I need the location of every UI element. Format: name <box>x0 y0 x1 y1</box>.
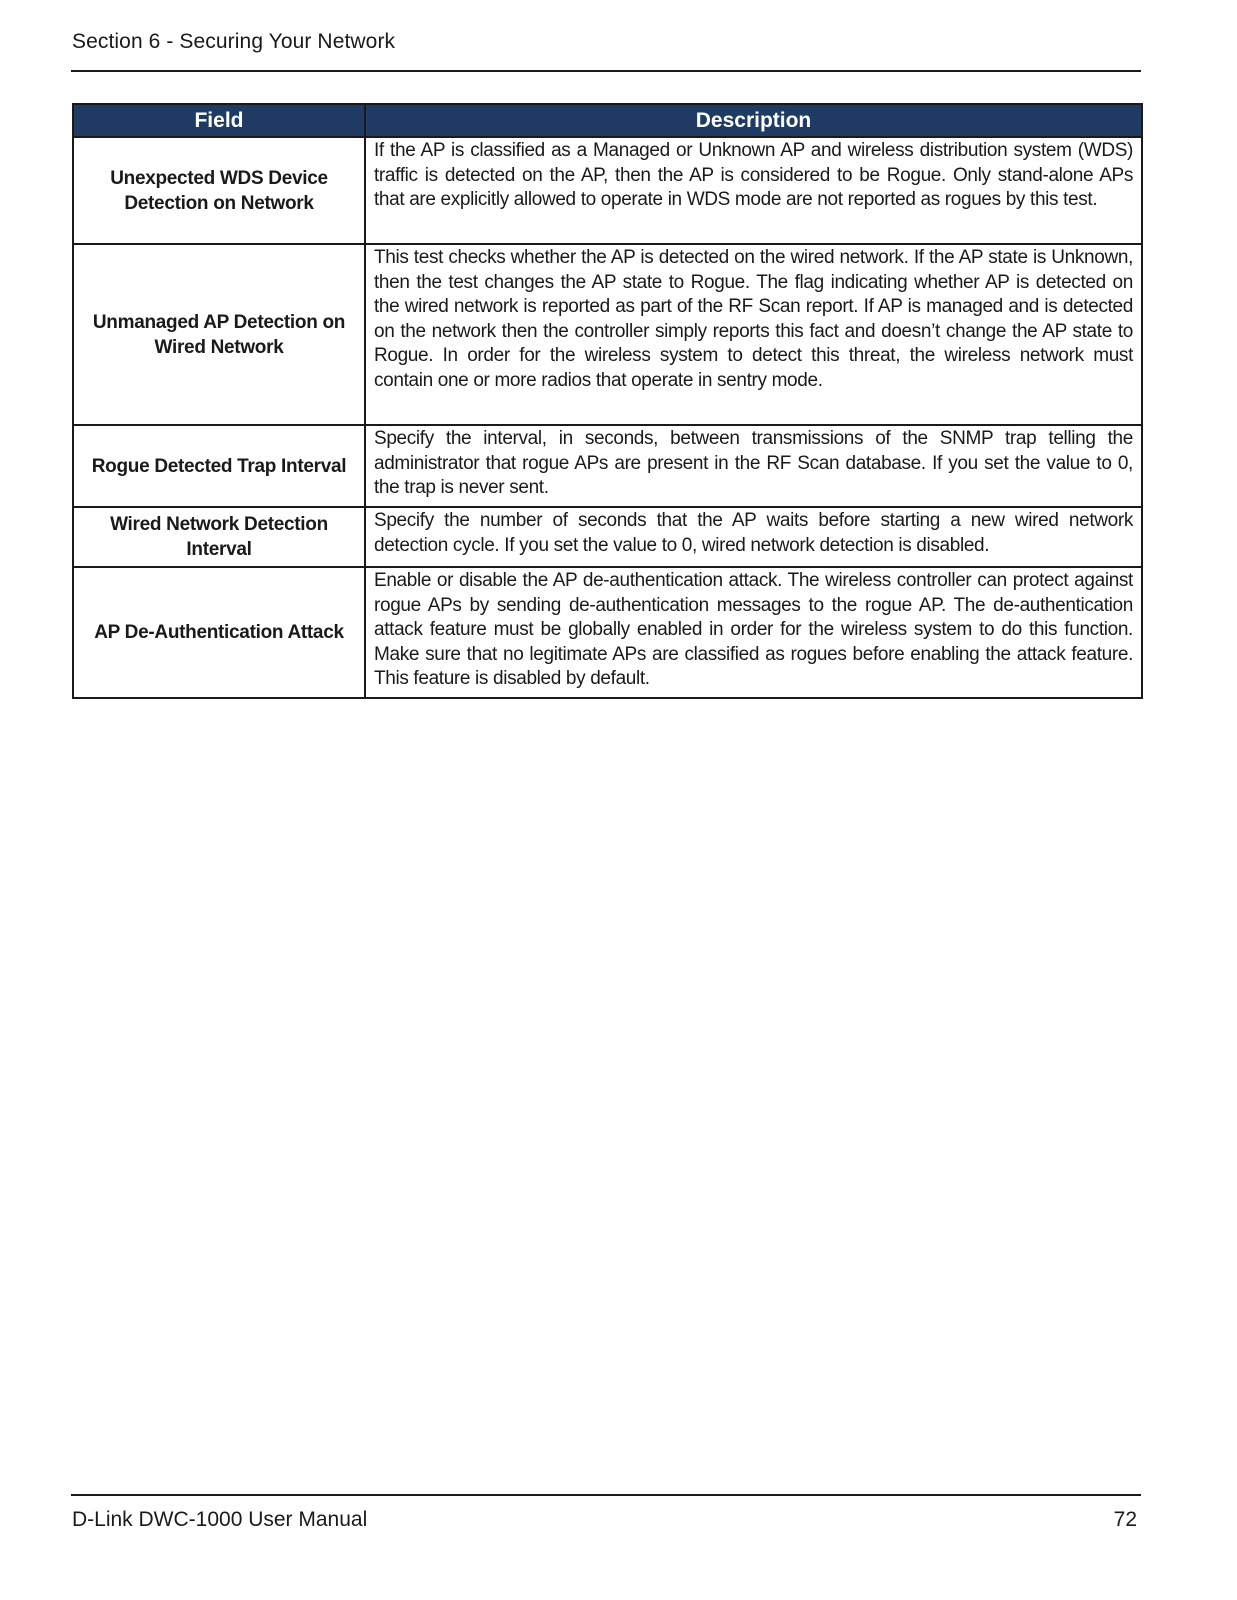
header-divider <box>71 70 1141 72</box>
section-title: Section 6 - Securing Your Network <box>72 30 396 53</box>
field-column-header: Field <box>73 104 365 137</box>
footer-divider <box>71 1494 1141 1496</box>
field-name: Unmanaged AP Detection on Wired Network <box>73 244 365 425</box>
field-name: AP De-Authentication Attack <box>73 567 365 698</box>
field-description: If the AP is classified as a Managed or Unknown AP and wireless distribution system (WDS) traffic is detected on the AP, then the AP is considered to be Rogue. Only stand-alone APs that are explicitly allowed to operate in WDS mode are not reported as rogues by this test. <box>365 137 1142 244</box>
table-row <box>73 425 1142 507</box>
field-description: Specify the interval, in seconds, between transmissions of the SNMP trap telling the administrator that rogue APs are present in the RF Scan database. If you set the value to 0, the trap is never sent. <box>365 425 1142 507</box>
table-row <box>73 244 1142 425</box>
manual-title: D-Link DWC-1000 User Manual <box>72 1508 368 1531</box>
field-description: This test checks whether the AP is detected on the wired network. If the AP state is Unknown, then the test changes the AP state to Rogue. The flag indicating whether AP is detected on the wired network is reported as part of the RF Scan report. If AP is managed and is detected on the network then the controller simply reports this fact and doesn’t change the AP state to Rogue. In order for the wireless system to detect this threat, the wireless network must contain one or more radios that operate in sentry mode. <box>365 244 1142 425</box>
table-header-row <box>73 104 1142 137</box>
description-column-header: Description <box>365 104 1142 137</box>
field-description: Specify the number of seconds that the AP waits before starting a new wired network detection cycle. If you set the value to 0, wired network detection is disabled. <box>365 507 1142 567</box>
field-name: Wired Network Detection Interval <box>73 507 365 567</box>
field-name: Rogue Detected Trap Interval <box>73 425 365 507</box>
field-description-table <box>72 103 1143 699</box>
table-row <box>73 567 1142 698</box>
field-description: Enable or disable the AP de-authentication attack. The wireless controller can protect against rogue APs by sending de-authentication messages to the rogue AP. The de-authentication attack feature must be globally enabled in order for the wireless system to do this function. Make sure that no legitimate APs are classified as rogues before enabling the attack feature. This feature is disabled by default. <box>365 567 1142 698</box>
field-name: Unexpected WDS Device Detection on Network <box>73 137 365 244</box>
table-row <box>73 137 1142 244</box>
page-number: 72 <box>1113 1508 1137 1531</box>
table-row <box>73 507 1142 567</box>
